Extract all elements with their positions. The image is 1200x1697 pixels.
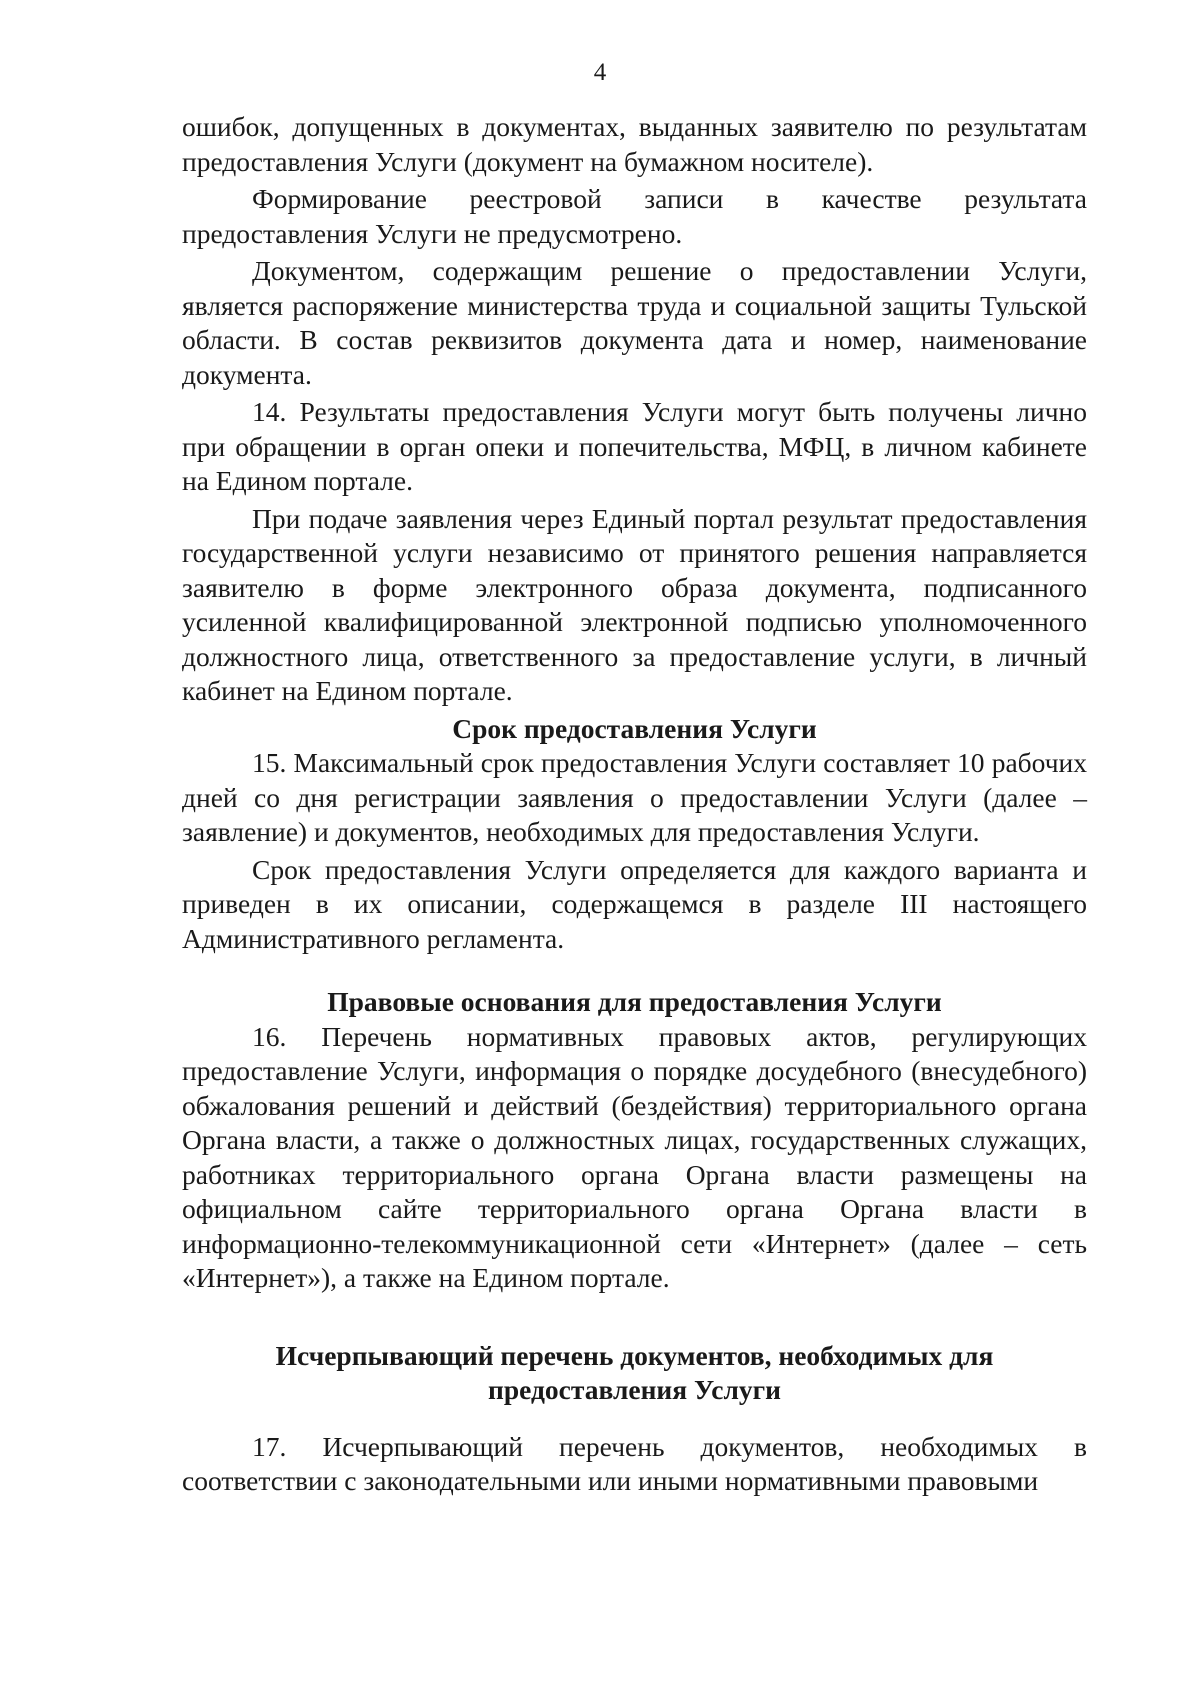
paragraph-registry-record: Формирование реестровой записи в качестве результата предоставления Услуги не предусмотрено. bbox=[182, 183, 1087, 249]
paragraph-decision-document: Документом, содержащим решение о предоставлении Услуги, является распоряжение министерства труда и социальной защиты Тульской области. В состав реквизитов документа дата и номер, наименование документа. bbox=[182, 255, 1087, 390]
paragraph-17-documents: 17. Исчерпывающий перечень документов, необходимых в соответствии с законодательными или иными нормативными правовыми bbox=[182, 1430, 1087, 1496]
document-body bbox=[182, 110, 1087, 1502]
paragraph-15-max-term: 15. Максимальный срок предоставления Услуги составляет 10 рабочих дней со дня регистрации заявления о предоставлении Услуги (далее – заявление) и документов, необходимых для предоставления Услуги. bbox=[182, 747, 1087, 847]
paragraph-16-legal-acts: 16. Перечень нормативных правовых актов, регулирующих предоставление Услуги, информация о порядке досудебного (внесудебного) обжалования решений и действий (бездействия) территориального органа Органа власти, а также о должностных лицах, государственных служащих, работниках территориального органа Органа власти размещены на официальном сайте территориального органа Органа власти в информационно-телекоммуникационной сети «Интернет» (далее – сеть «Интернет»), а также на Едином портале. bbox=[182, 1020, 1087, 1293]
page-number: 4 bbox=[593, 59, 607, 86]
heading-service-term: Срок предоставления Услуги bbox=[452, 712, 817, 744]
heading-legal-grounds: Правовые основания для предоставления Услуги bbox=[327, 986, 942, 1017]
spacer bbox=[182, 1299, 1087, 1339]
paragraph-portal-submission: При подаче заявления через Единый портал результат предоставления государственной услуги независимо от принятого решения направляется заявителю в форме электронного образа документа, подписанного усиленной квалифицированной электронной подписью уполномоченного должностного лица, ответственного за предоставление услуги, в личный кабинет на Едином портале. bbox=[182, 502, 1087, 706]
paragraph-14-results: 14. Результаты предоставления Услуги могут быть получены лично при обращении в орган опеки и попечительства, МФЦ, в личном кабинете на Едином портале. bbox=[182, 396, 1087, 496]
heading-documents-list-line2: предоставления Услуги bbox=[488, 1374, 781, 1405]
heading-documents-list-line1: Исчерпывающий перечень документов, необходимых для bbox=[275, 1339, 994, 1371]
spacer bbox=[182, 959, 1087, 985]
paragraph-errors: ошибок, допущенных в документах, выданных заявителю по результатам предоставления Услуги (документ на бумажном носителе). bbox=[182, 111, 1087, 177]
spacer bbox=[182, 1408, 1087, 1430]
paragraph-term-variants: Срок предоставления Услуги определяется для каждого варианта и приведен в их описании, содержащемся в разделе III настоящего Административного регламента. bbox=[182, 853, 1087, 954]
